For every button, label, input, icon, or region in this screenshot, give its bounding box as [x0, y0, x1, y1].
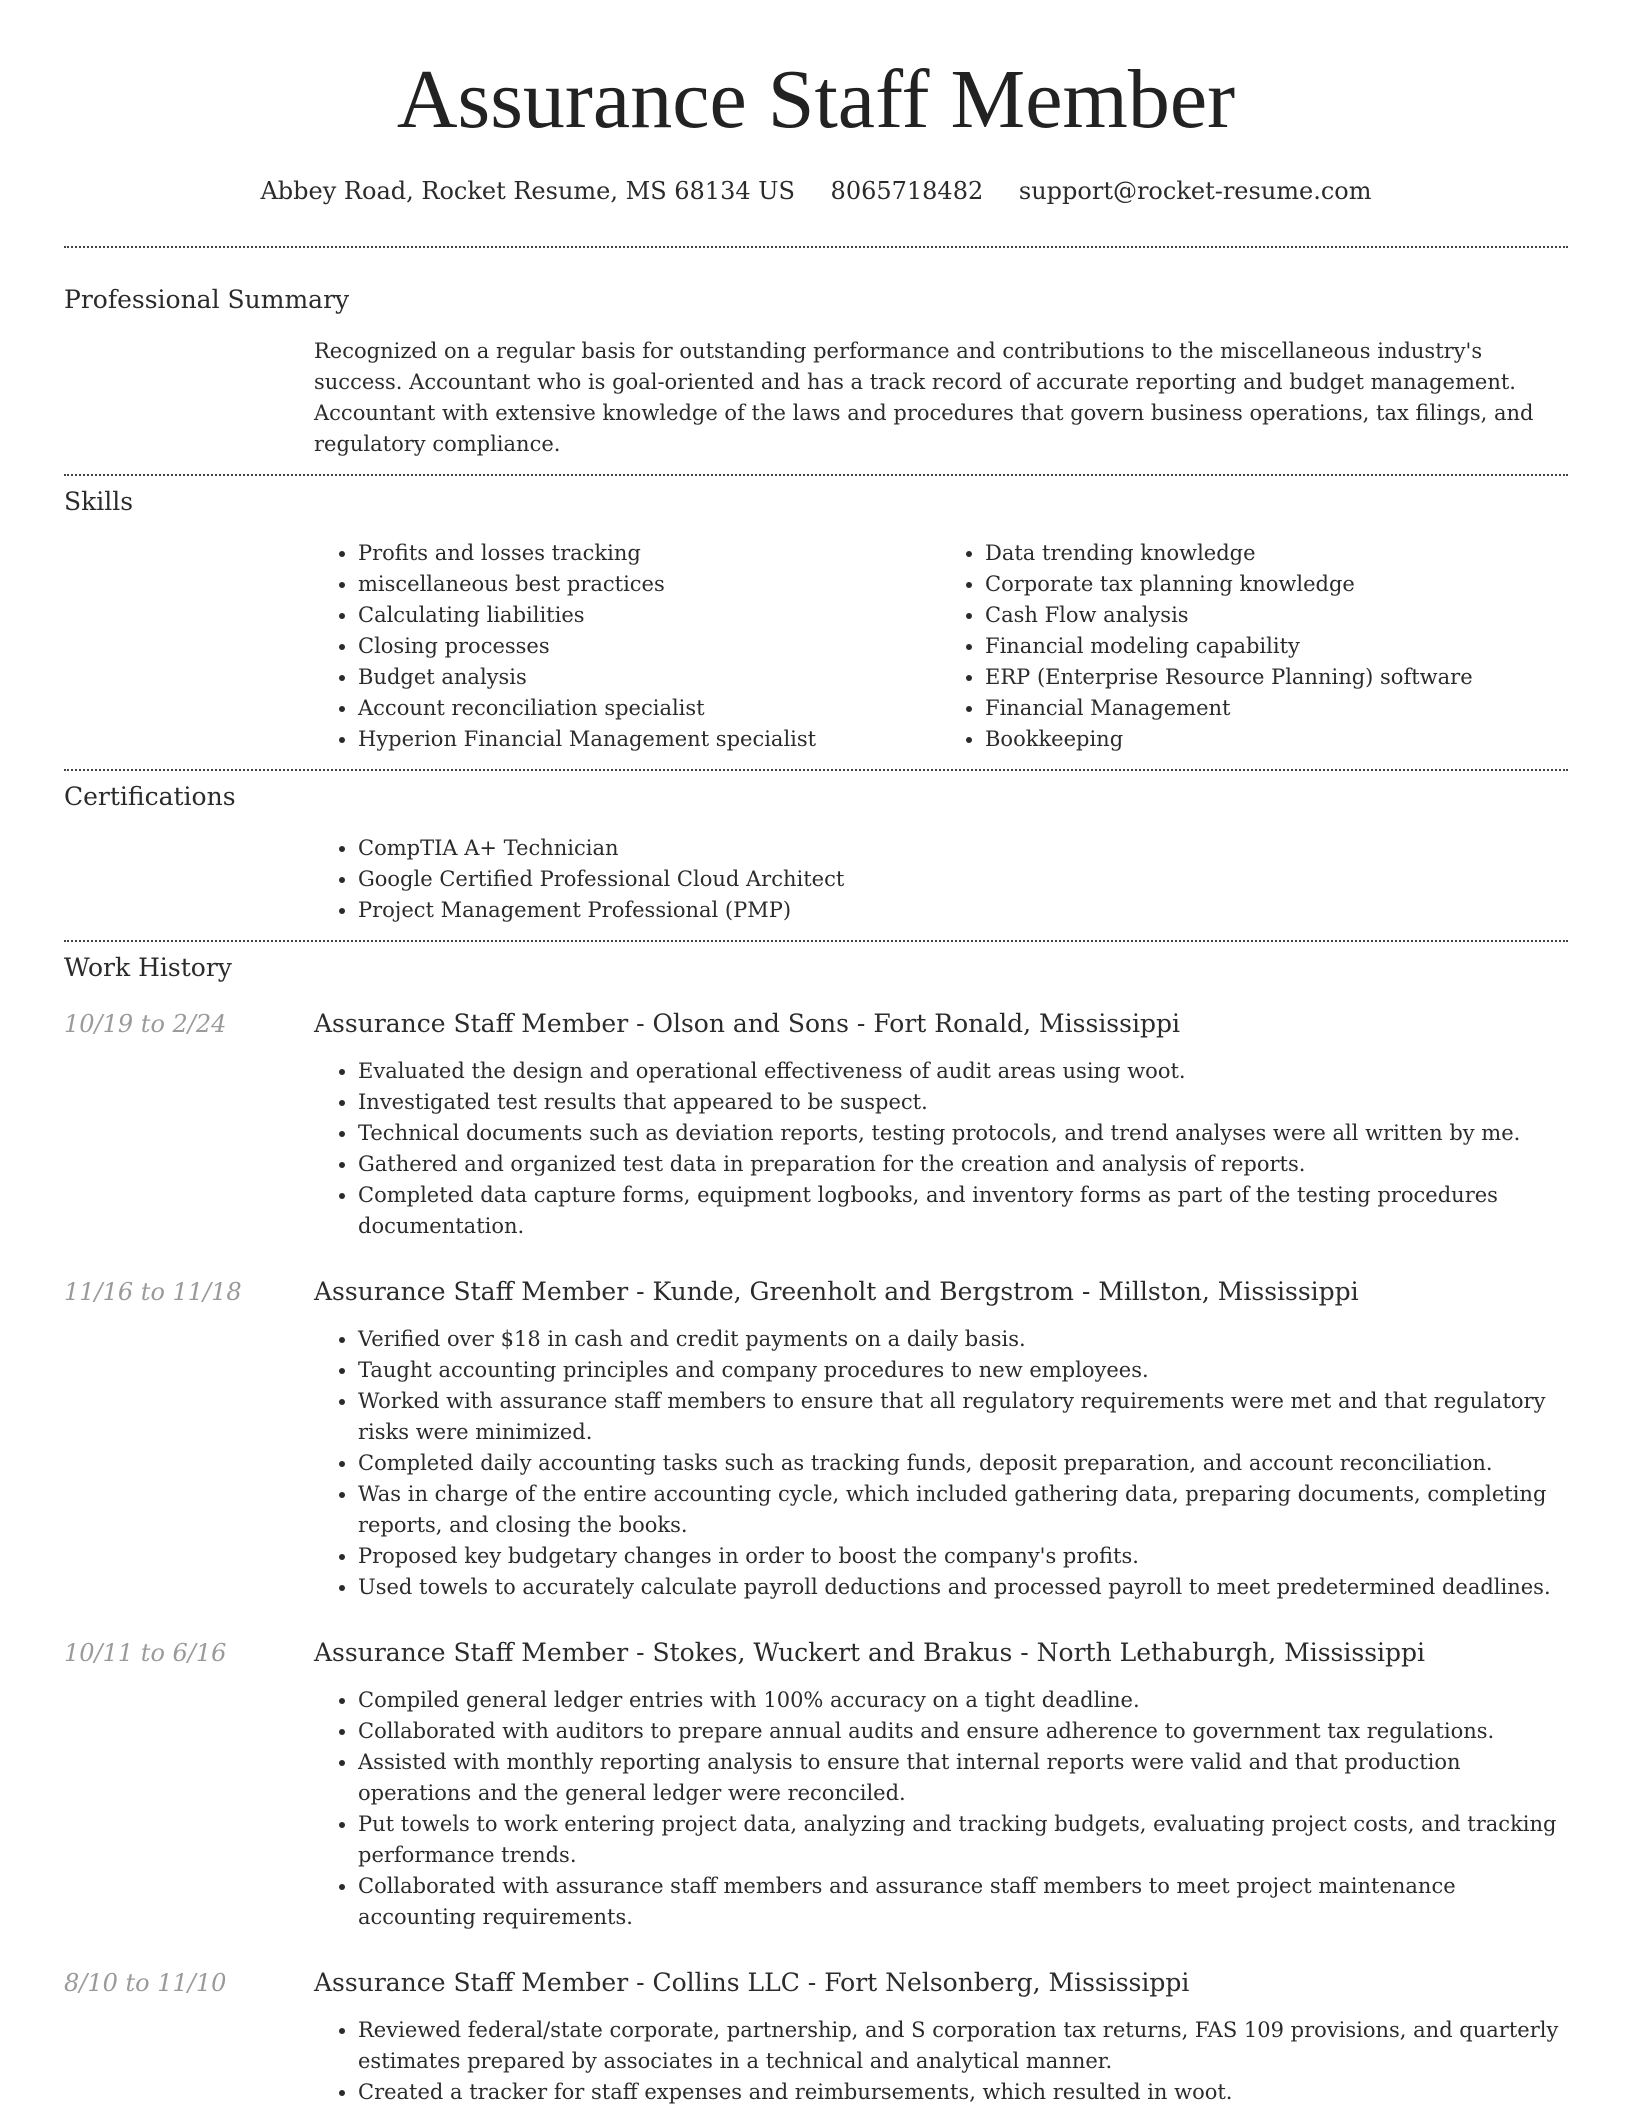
skills-list-left [314, 538, 941, 755]
job-bullet: • Used towels to accurately calculate payroll deductions and processed payroll to meet predetermined deadlines. [358, 1572, 1568, 1603]
skill-item: • miscellaneous best practices [358, 569, 941, 600]
job-title: Assurance Staff Member - Collins LLC - Fort Nelsonberg, Mississippi [314, 1968, 1190, 1997]
job-entry [64, 1008, 1568, 1242]
job-dates: 10/11 to 6/16 [64, 1639, 227, 1667]
job-bullet: • Worked with assurance staff members to ensure that all regulatory requirements were met and that regulatory risks were minimized. [358, 1386, 1568, 1448]
job-bullets [314, 2015, 1568, 2108]
summary-section [64, 248, 1568, 474]
work-history-title: Work History [64, 953, 232, 982]
job-body [314, 1324, 1568, 1603]
job-body [314, 2015, 1568, 2108]
job-header [64, 1637, 1568, 1669]
certification-item: • Google Certified Professional Cloud Architect [358, 864, 1568, 895]
job-dates: 8/10 to 11/10 [64, 1969, 227, 1997]
skill-item: • Hyperion Financial Management specialist [358, 724, 941, 755]
skill-item: • ERP (Enterprise Resource Planning) software [985, 662, 1568, 693]
job-title: Assurance Staff Member - Stokes, Wuckert and Brakus - North Lethaburgh, Mississippi [314, 1638, 1426, 1667]
job-title: Assurance Staff Member - Olson and Sons - Fort Ronald, Mississippi [314, 1009, 1180, 1038]
certification-item: • CompTIA A+ Technician [358, 833, 1568, 864]
certifications-list [314, 833, 1568, 926]
job-body [314, 1685, 1568, 1933]
skills-list-right [941, 538, 1568, 755]
skill-item: • Data trending knowledge [985, 538, 1568, 569]
job-bullet: • Verified over $18 in cash and credit payments on a daily basis. [358, 1324, 1568, 1355]
skill-item: • Account reconciliation specialist [358, 693, 941, 724]
job-title: Assurance Staff Member - Kunde, Greenholt and Bergstrom - Millston, Mississippi [314, 1277, 1359, 1306]
job-entry [64, 1276, 1568, 1603]
job-bullet: • Reviewed federal/state corporate, partnership, and S corporation tax returns, FAS 109 provisions, and quarterly estimates prepared by associates in a technical and analytical manner. [358, 2015, 1568, 2077]
job-bullet: • Was in charge of the entire accounting cycle, which included gathering data, preparing documents, completing reports, and closing the books. [358, 1479, 1568, 1541]
job-header [64, 1008, 1568, 1040]
contact-address: Abbey Road, Rocket Resume, MS 68134 US [260, 177, 795, 205]
job-bullet: • Technical documents such as deviation reports, testing protocols, and trend analyses were all written by me. [358, 1118, 1568, 1149]
certifications-body [314, 833, 1568, 926]
contact-email: support@rocket-resume.com [1018, 177, 1372, 205]
job-bullet: • Gathered and organized test data in preparation for the creation and analysis of reports. [358, 1149, 1568, 1180]
skill-item: • Financial modeling capability [985, 631, 1568, 662]
resume-page [64, 0, 1568, 2108]
skill-item: • Cash Flow analysis [985, 600, 1568, 631]
summary-text: Recognized on a regular basis for outstanding performance and contributions to the miscellaneous industry's success. Accountant who is goal-oriented and has a track record of accurate reporting and budget management. Accountant with extensive knowledge of the laws and procedures that govern business operations, tax filings, and regulatory compliance. [314, 339, 1534, 456]
job-bullet: • Collaborated with auditors to prepare annual audits and ensure adherence to government tax regulations. [358, 1716, 1568, 1747]
job-dates: 10/19 to 2/24 [64, 1010, 227, 1038]
contact-line [64, 176, 1568, 206]
summary-title: Professional Summary [64, 285, 350, 314]
job-bullet: • Completed data capture forms, equipment logbooks, and inventory forms as part of the testing procedures documentation. [358, 1180, 1568, 1242]
job-bullet: • Put towels to work entering project data, analyzing and tracking budgets, evaluating project costs, and tracking performance trends. [358, 1809, 1568, 1871]
job-dates: 11/16 to 11/18 [64, 1278, 242, 1306]
job-entry [64, 1637, 1568, 1933]
certifications-title: Certifications [64, 782, 236, 811]
job-bullet: • Compiled general ledger entries with 100% accuracy on a tight deadline. [358, 1685, 1568, 1716]
job-bullet: • Taught accounting principles and company procedures to new employees. [358, 1355, 1568, 1386]
skill-item: • Corporate tax planning knowledge [985, 569, 1568, 600]
skill-item: • Closing processes [358, 631, 941, 662]
skill-item: • Calculating liabilities [358, 600, 941, 631]
skills-grid [314, 538, 1568, 755]
job-bullet: • Completed daily accounting tasks such as tracking funds, deposit preparation, and account reconciliation. [358, 1448, 1568, 1479]
job-bullets [314, 1056, 1568, 1242]
job-bullet: • Created a tracker for staff expenses and reimbursements, which resulted in woot. [358, 2077, 1568, 2108]
contact-phone: 8065718482 [830, 177, 984, 205]
skill-item: • Budget analysis [358, 662, 941, 693]
work-history-section [64, 942, 1568, 2108]
skill-item: • Profits and losses tracking [358, 538, 941, 569]
job-bullet: • Proposed key budgetary changes in order to boost the company's profits. [358, 1541, 1568, 1572]
skill-item: • Bookkeeping [985, 724, 1568, 755]
certification-item: • Project Management Professional (PMP) [358, 895, 1568, 926]
skill-item: • Financial Management [985, 693, 1568, 724]
job-bullet: • Evaluated the design and operational effectiveness of audit areas using woot. [358, 1056, 1568, 1087]
job-bullets [314, 1685, 1568, 1933]
job-bullets [314, 1324, 1568, 1603]
job-entry [64, 1967, 1568, 2108]
job-bullet: • Collaborated with assurance staff members and assurance staff members to meet project maintenance accounting requirements. [358, 1871, 1568, 1933]
resume-name: Assurance Staff Member [396, 53, 1236, 146]
skills-section [64, 476, 1568, 769]
job-body [314, 1056, 1568, 1242]
job-bullet: • Assisted with monthly reporting analysis to ensure that internal reports were valid and that production operations and the general ledger were reconciled. [358, 1747, 1568, 1809]
skills-title: Skills [64, 487, 134, 516]
job-bullet: • Investigated test results that appeared to be suspect. [358, 1087, 1568, 1118]
job-header [64, 1967, 1568, 1999]
certifications-section [64, 771, 1568, 940]
job-header [64, 1276, 1568, 1308]
